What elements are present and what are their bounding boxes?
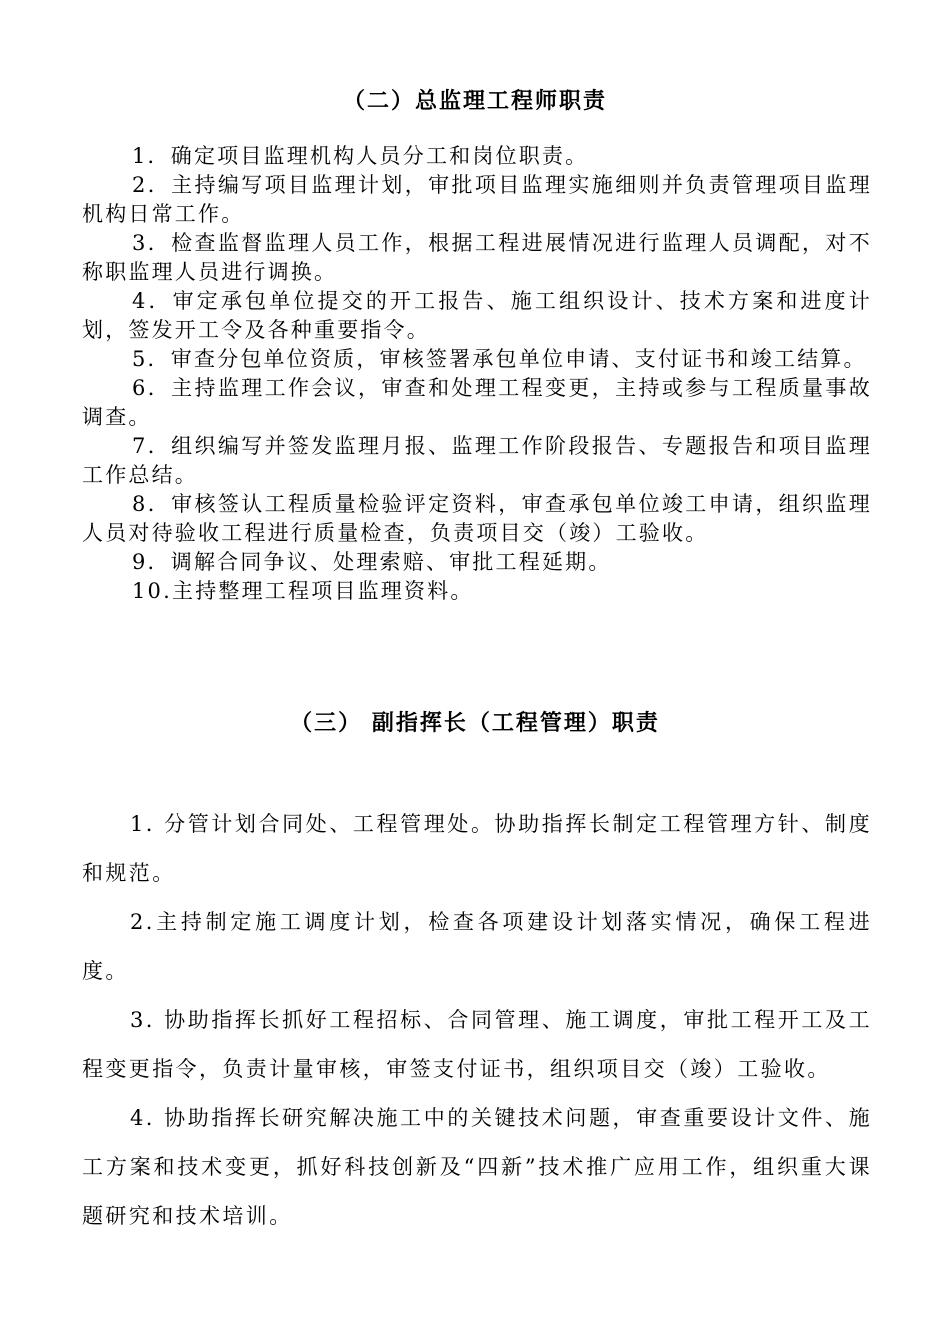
duty-item: 4. 协助指挥长研究解决施工中的关键技术问题，审查重要设计文件、施工方案和技术变更，抓好科技创新及“四新”技术推广应用工作，组织重大课题研究和技术培训。	[82, 1106, 872, 1228]
duty-item: 3．检查监督监理人员工作，根据工程进展情况进行监理人员调配，对不称职监理人员进行调换。	[82, 231, 872, 284]
duty-item: 2.主持制定施工调度计划，检查各项建设计划落实情况，确保工程进度。	[82, 910, 872, 983]
duty-item: 9．调解合同争议、处理索赔、审批工程延期。	[132, 550, 612, 574]
duty-item: 10.主持整理工程项目监理资料。	[132, 579, 474, 603]
duty-item: 6．主持监理工作会议，审查和处理工程变更，主持或参与工程质量事故调查。	[82, 376, 872, 429]
duty-item: 2．主持编写项目监理计划，审批项目监理实施细则并负责管理项目监理机构日常工作。	[82, 173, 872, 226]
section-heading-deputy-commander: （三） 副指挥长（工程管理）职责	[290, 711, 660, 736]
duty-item: 5．审查分包单位资质，审核签署承包单位申请、支付证书和竣工结算。	[132, 347, 867, 371]
duty-item: 1．确定项目监理机构人员分工和岗位职责。	[132, 144, 589, 168]
section-heading-chief-supervisor: （二）总监理工程师职责	[342, 89, 607, 114]
deputy-commander-duties-list	[82, 800, 872, 1241]
duty-item: 1. 分管计划合同处、工程管理处。协助指挥长制定工程管理方针、制度和规范。	[82, 812, 872, 885]
duty-item: 4．审定承包单位提交的开工报告、施工组织设计、技术方案和进度计划，签发开工令及各种重要指令。	[82, 289, 872, 342]
duty-item: 3. 协助指挥长抓好工程招标、合同管理、施工调度，审批工程开工及工程变更指令，负责计量审核，审签支付证书，组织项目交（竣）工验收。	[82, 1008, 872, 1081]
duty-item: 7．组织编写并签发监理月报、监理工作阶段报告、专题报告和项目监理工作总结。	[82, 434, 872, 487]
chief-supervisor-duties-list	[82, 142, 872, 606]
duty-item: 8．审核签认工程质量检验评定资料，审查承包单位竣工申请，组织监理人员对待验收工程进行质量检查，负责项目交（竣）工验收。	[82, 492, 872, 545]
